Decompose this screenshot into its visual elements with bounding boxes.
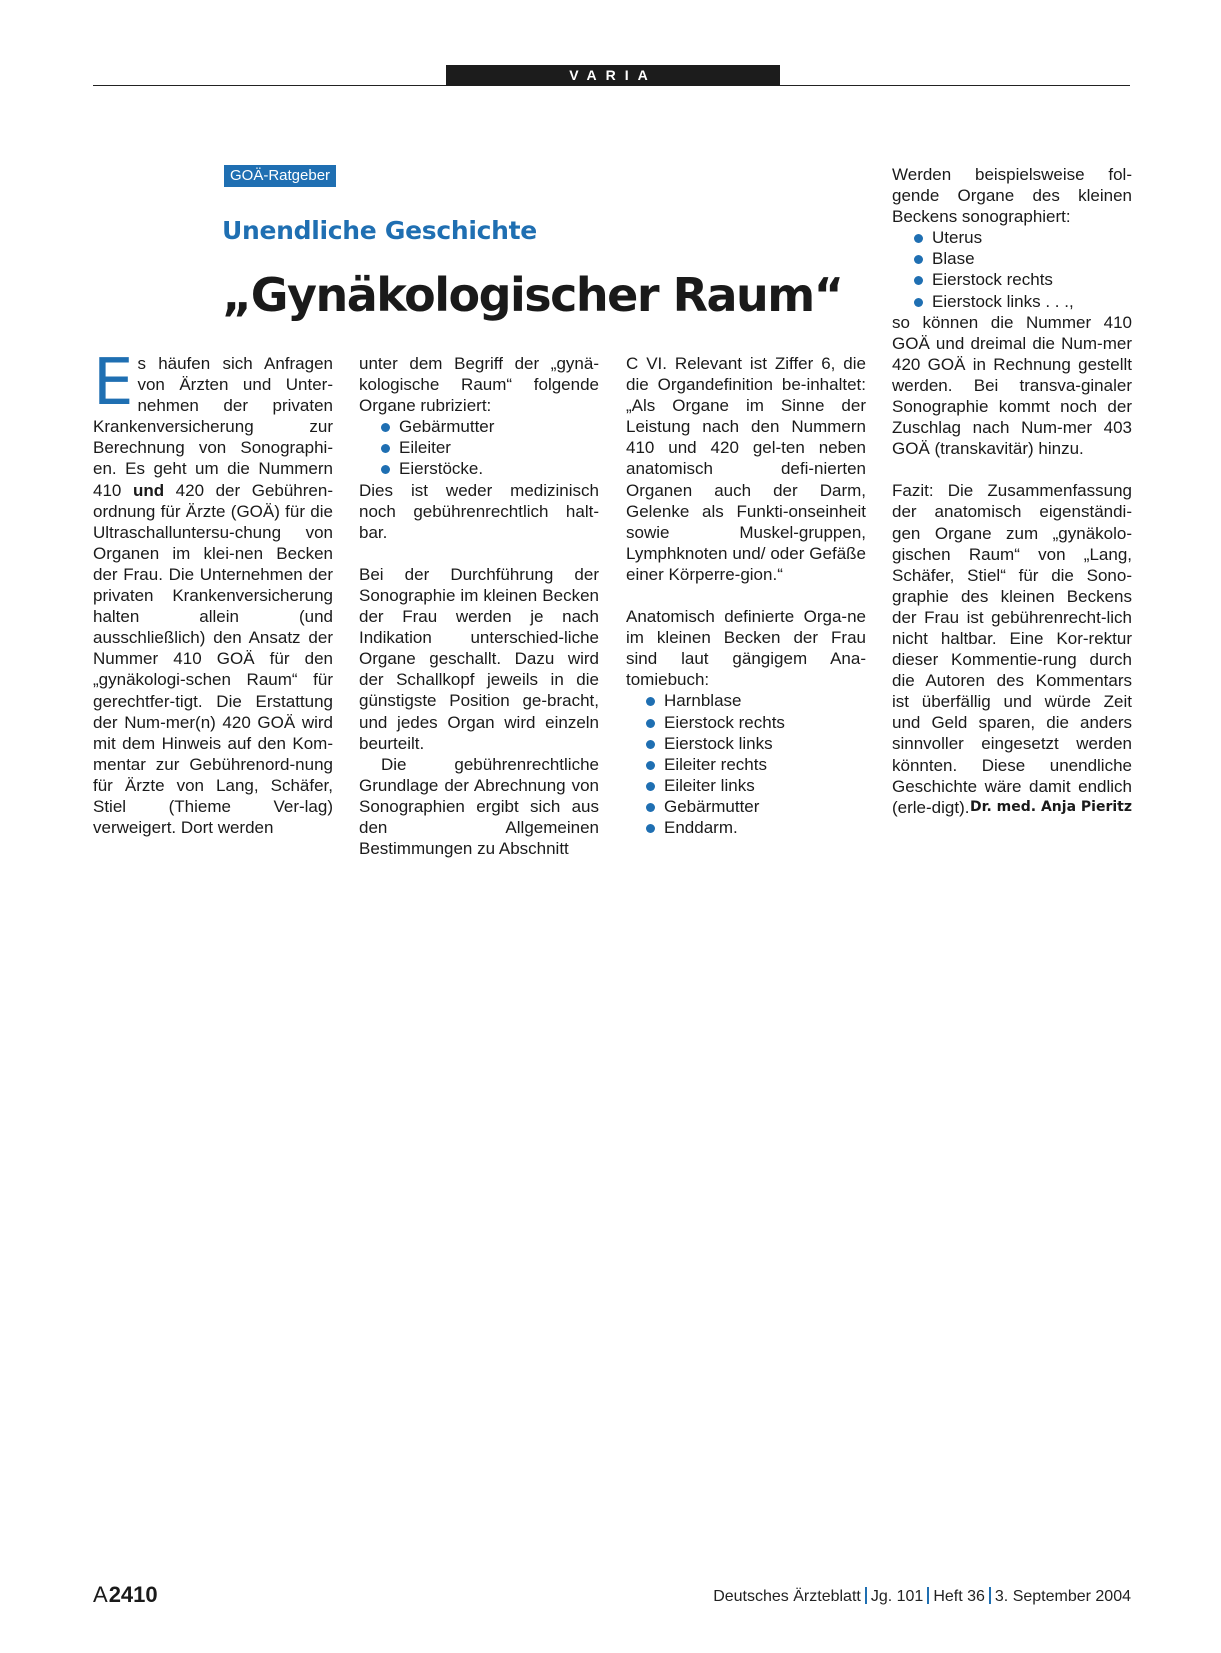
article-title: „Gynäkologischer Raum“	[222, 268, 843, 322]
journal-info	[713, 1587, 1131, 1606]
page-number	[93, 1582, 158, 1608]
paragraph: Die gebührenrechtliche Grundlage der Abrechnung von Sonographien ergibt sich aus den Allgemeinen Bestimmungen zu Abschnitt	[359, 754, 599, 859]
paragraph: C VI. Relevant ist Ziffer 6, die die Organdefinition be-inhaltet: „Als Organe im Sinne der Leistung nach den Nummern 410 und 420 gel-ten neben anatomisch defi-nierten Organen auch der Darm, Gelenke als Funkti-onseinheit sowie Muskel-gruppen, Lymphknoten und/ oder Gefäße einer Körperre-gion.“	[626, 354, 866, 584]
list-item: Uterus	[914, 227, 1132, 248]
list-item: Eierstock rechts	[914, 269, 1132, 290]
journal-volume: Jg. 101	[870, 1588, 924, 1605]
folio-prefix: A	[93, 1582, 108, 1607]
separator	[865, 1587, 867, 1604]
list-item: Enddarm.	[646, 817, 866, 838]
drop-cap: E	[93, 346, 134, 420]
list-item: Harnblase	[646, 690, 866, 711]
bullet-list	[626, 690, 866, 838]
text-run: Fazit: Die Zusammenfassung der anatomisch eigenständi-gen Organe zum „gynäkolo-gischen Raum“ von „Lang, Schäfer, Stiel“ für die Sono-graphie des kleinen Beckens der Frau ist gebührenrecht-lich nicht haltbar. Eine Kor-rektur dieser Kommentie-rung durch die Autoren des Kommentars ist überfällig und würde Zeit und Geld sparen, die anders sinnvoller eingesetzt werden könnten. Diese unendliche Geschichte wäre damit endlich (erle-digt).	[892, 481, 1132, 817]
list-item: Eierstock links	[646, 733, 866, 754]
separator	[927, 1587, 929, 1604]
bullet-list	[359, 416, 599, 479]
list-item: Gebärmutter	[381, 416, 599, 437]
list-item: Eierstock links . . .,	[914, 291, 1132, 312]
text-run: s häufen sich Anfragen von Ärzten und Unter-nehmen der privaten Krankenversicherung zur Berechnung von Sonographi-en. Es geht um die Nummern 410	[93, 354, 333, 500]
list-item: Gebärmutter	[646, 796, 866, 817]
list-item: Eileiter links	[646, 775, 866, 796]
author-name: Dr. med. Anja Pieritz	[969, 798, 1132, 815]
list-item: Eierstock rechts	[646, 712, 866, 733]
journal-date: 3. September 2004	[994, 1588, 1131, 1605]
list-item: Eileiter	[381, 437, 599, 458]
paragraph: Dies ist weder medizinisch noch gebührenrechtlich halt-bar.	[359, 480, 599, 542]
text-column-4	[892, 164, 1132, 818]
paragraph: Bei der Durchführung der Sonographie im kleinen Becken der Frau werden je nach Indikation unterschied-liche Organe geschallt. Dazu wird der Schallkopf jeweils in die günstigste Position ge-bracht, und jedes Organ wird einzeln beurteilt.	[359, 564, 599, 753]
text-column-2	[359, 353, 599, 859]
list-item: Eileiter rechts	[646, 754, 866, 775]
list-item: Blase	[914, 248, 1132, 269]
journal-name: Deutsches Ärzteblatt	[713, 1588, 861, 1605]
bullet-list	[892, 227, 1132, 311]
paragraph: Anatomisch definierte Orga-ne im kleinen Becken der Frau sind laut gängigem Ana-tomiebuch:	[626, 607, 866, 690]
text-column-3	[626, 353, 866, 838]
separator	[989, 1587, 991, 1604]
list-item: Eierstöcke.	[381, 458, 599, 479]
paragraph	[892, 480, 1132, 818]
article-subtitle: Unendliche Geschichte	[222, 216, 537, 245]
paragraph: so können die Nummer 410 GOÄ und dreimal die Num-mer 420 GOÄ in Rechnung gestellt werden. Bei transva-ginaler Sonographie kommt noch der Zuschlag nach Num-mer 403 GOÄ (transkavitär) hinzu.	[892, 312, 1132, 459]
text-column-1	[93, 346, 333, 838]
category-badge: GOÄ-Ratgeber	[224, 165, 336, 187]
paragraph: Werden beispielsweise fol-gende Organe des kleinen Beckens sonographiert:	[892, 165, 1132, 227]
paragraph	[93, 346, 333, 838]
folio-number: 2410	[108, 1582, 158, 1607]
journal-issue: Heft 36	[933, 1588, 985, 1605]
text-run: 420 der Gebühren-ordnung für Ärzte (GOÄ) für die Ultraschalluntersu-chung von Organen im klei-nen Becken der Frau. Die Unternehmen der privaten Krankenversicherung halten allein (und ausschließlich) den Ansatz der Nummer 410 GOÄ für den „gynäkologi-schen Raum“ für gerechtfer-tigt. Die Erstattung der Num-mer(n) 420 GOÄ wird mit dem Hinweis auf den Kom-mentar zur Gebührenord-nung für Ärzte von Lang, Schäfer, Stiel (Thieme Ver-lag) verweigert. Dort werden	[93, 480, 333, 838]
bold-text: und	[132, 480, 165, 500]
paragraph: unter dem Begriff der „gynä-kologische Raum“ folgende Organe rubriziert:	[359, 354, 599, 416]
section-label: VARIA	[446, 65, 780, 86]
